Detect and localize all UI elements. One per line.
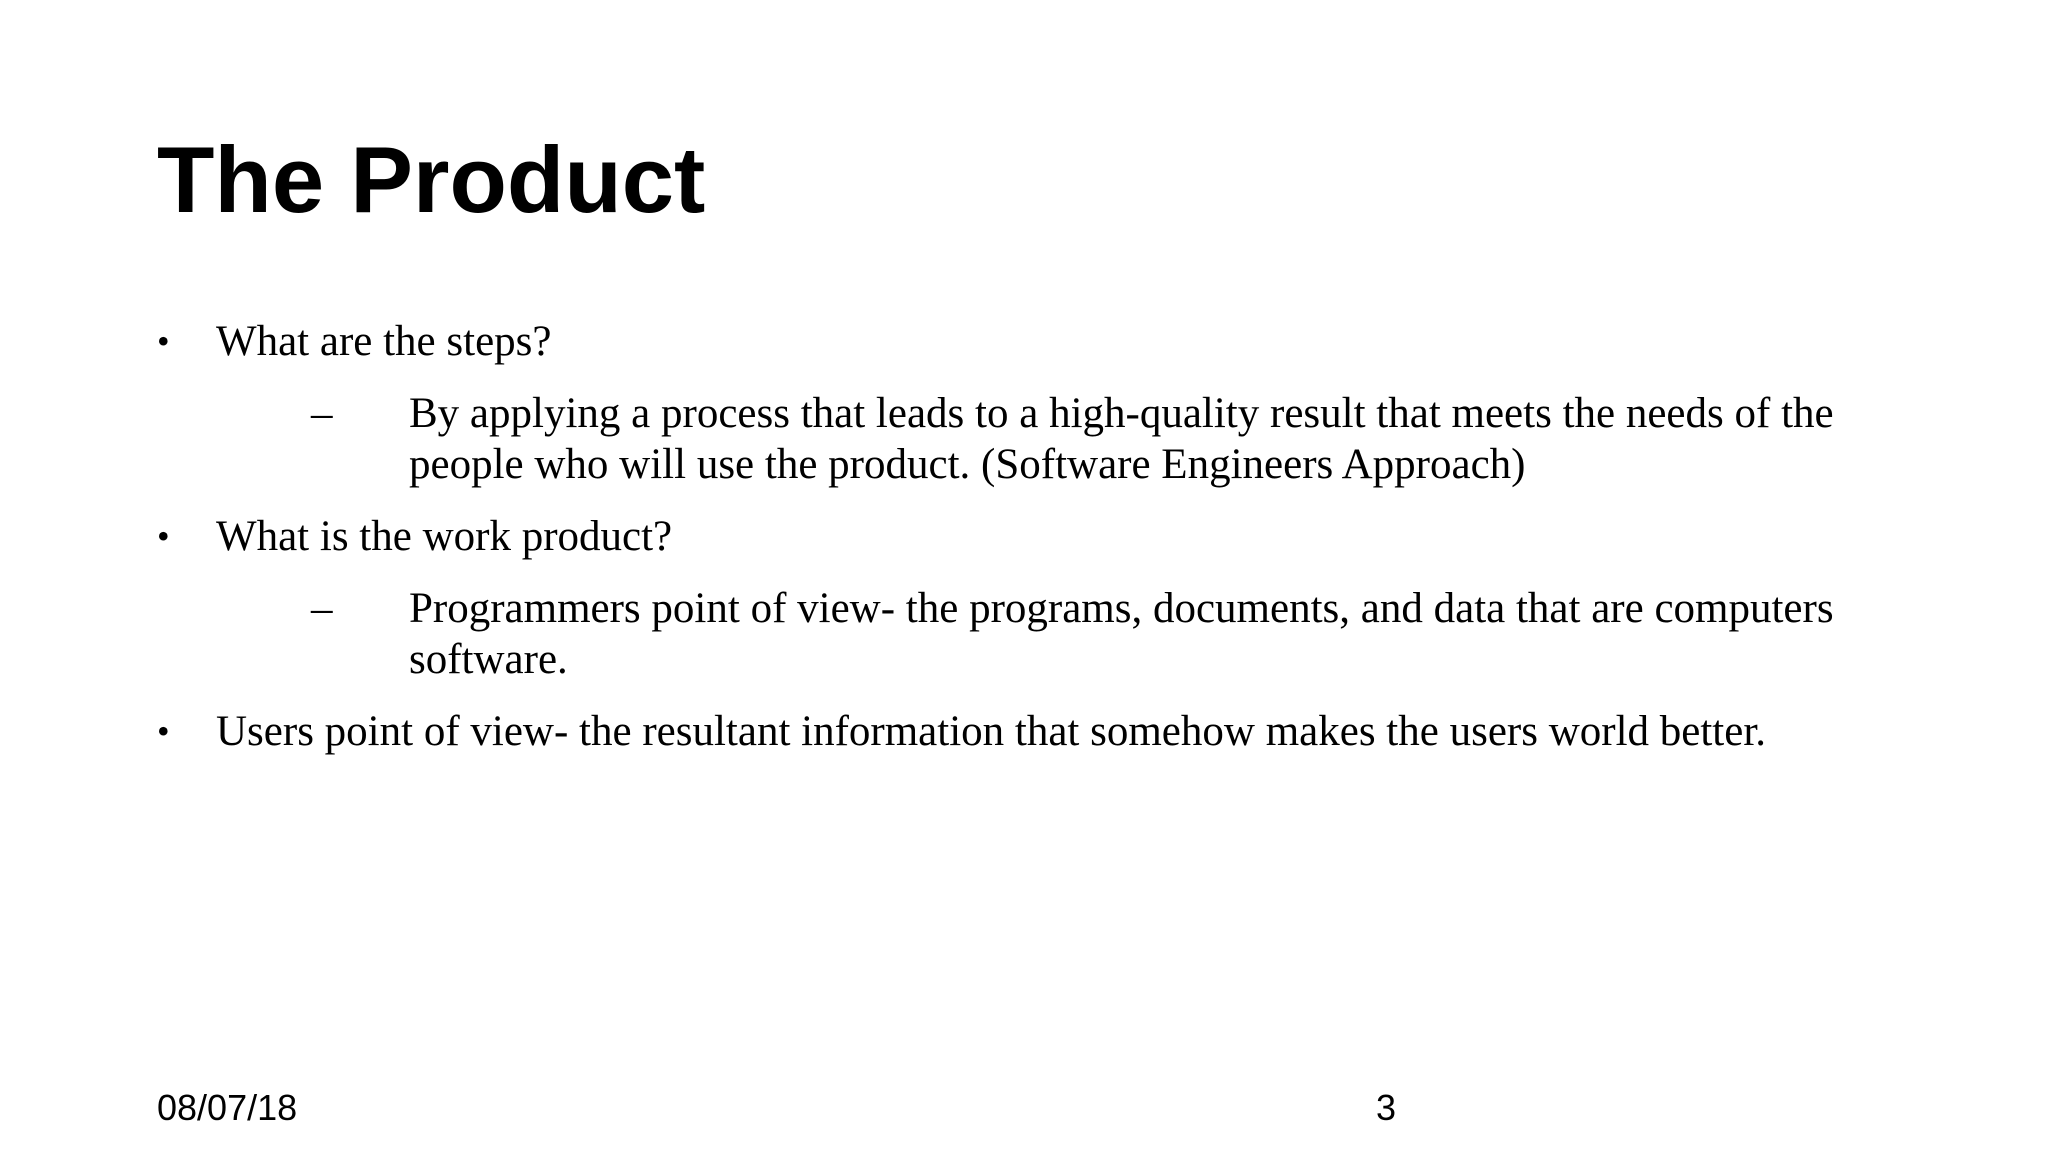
bullet-marker: •	[157, 321, 170, 361]
bullet-item	[157, 511, 1897, 562]
dash-marker: –	[311, 585, 333, 632]
sub-bullet-item	[157, 583, 1897, 685]
sub-bullet-item	[157, 388, 1897, 490]
sub-bullet-text: Programmers point of view- the programs, documents, and data that are computers software.	[409, 585, 1834, 683]
slide-title: The Product	[157, 127, 706, 232]
bullet-marker: •	[157, 516, 170, 556]
bullet-text: What is the work product?	[216, 513, 673, 560]
bullet-item	[157, 706, 1897, 757]
slide-number: 3	[1376, 1087, 1397, 1128]
bullet-item	[157, 316, 1897, 367]
sub-bullet-text: By applying a process that leads to a high-quality result that meets the needs of the people who will use the product. (Software Engineers Approach)	[409, 390, 1834, 488]
bullet-text: What are the steps?	[216, 318, 552, 365]
slide-content	[157, 316, 1897, 778]
bullet-marker: •	[157, 711, 170, 751]
bullet-text: Users point of view- the resultant information that somehow makes the users world better.	[216, 708, 1767, 755]
footer-date: 08/07/18	[157, 1087, 298, 1128]
dash-marker: –	[311, 390, 333, 437]
